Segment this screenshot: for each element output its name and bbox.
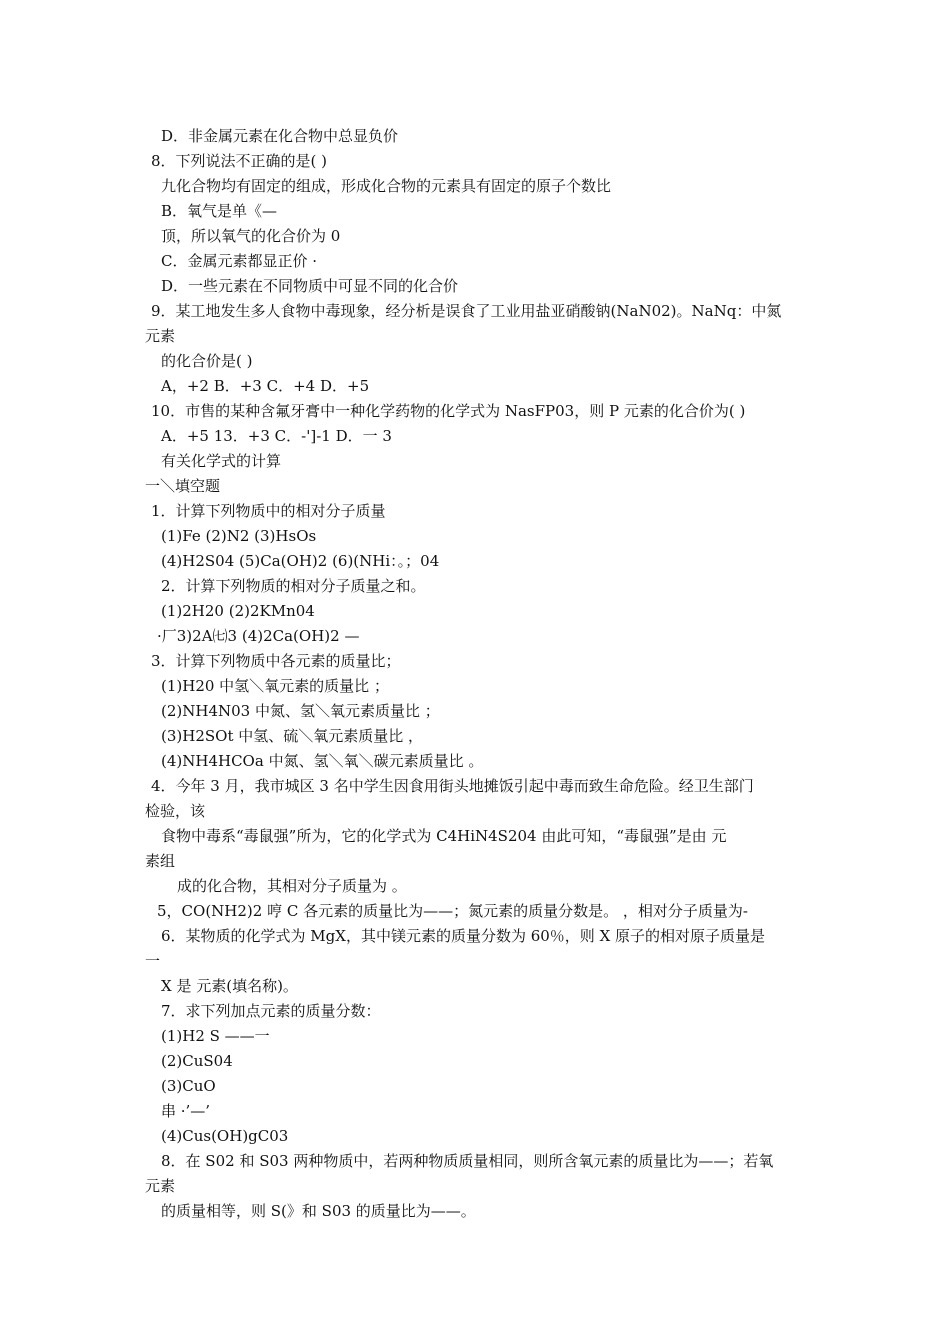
- question-3-item-line: (3)H2SOt 中氢、硫＼氧元素质量比 ，: [161, 727, 424, 745]
- option-b-continued-line: 顶，所以氧气的化合价为 0: [161, 227, 341, 245]
- question-4-line: 4．今年 3 月，我市城区 3 名中学生因食用街头地摊饭引起中毒而致生命危险。经卫生部门: [151, 777, 754, 795]
- question-2-items-line: (1)2H20 (2)2KMn04: [161, 602, 315, 620]
- question-4-continued-line: 成的化合物，其相对分子质量为 。: [177, 877, 407, 895]
- question-8-wrap-line: 元素: [145, 1177, 176, 1195]
- question-7-item-line: (2)CuS04: [161, 1052, 233, 1070]
- question-8-continued-line: 的质量相等，则 S(》和 S03 的质量比为——。: [161, 1202, 476, 1220]
- option-d-line: D．一些元素在不同物质中可显不同的化合价: [161, 277, 459, 295]
- question-3-item-line: (1)H20 中氢＼氧元素的质量比 ；: [161, 677, 389, 695]
- question-8-line: 8．下列说法不正确的是( ): [151, 152, 328, 170]
- question-5-line: 5，CO(NH2)2 哼 C 各元素的质量比为——；氮元素的质量分数是。 ，相对分子质量为-: [157, 902, 748, 920]
- subsection-heading: 一＼填空题: [145, 477, 221, 495]
- question-9-line: 9．某工地发生多人食物中毒现象，经分析是误食了工业用盐亚硝酸钠(NaN02)。NaNq：中氮: [151, 302, 782, 320]
- question-4-wrap-line: 素组: [145, 852, 176, 870]
- question-6-continued-line: X 是 元素(填名称)。: [161, 977, 298, 995]
- question-9-options-line: A，+2 B．+3 C．+4 D．+5: [161, 377, 370, 395]
- question-1-line: 1．计算下列物质中的相对分子质量: [151, 502, 386, 520]
- question-1-items-line: (1)Fe (2)N2 (3)HsOs: [161, 527, 317, 545]
- section-heading: 有关化学式的计算: [161, 452, 282, 470]
- question-1-items-line: (4)H2S04 (5)Ca(OH)2 (6)(NHi：。；04: [161, 552, 440, 570]
- question-7-item-line: (1)H2 S ——一: [161, 1027, 270, 1045]
- question-6-line: 6．某物质的化学式为 MgX，其中镁元素的质量分数为 60％，则 X 原子的相对原子质量是: [161, 927, 766, 945]
- question-8-line: 8．在 S02 和 S03 两种物质中，若两种物质质量相同，则所含氧元素的质量比为——；若氧: [161, 1152, 774, 1170]
- question-7-item-line: (3)CuO: [161, 1077, 216, 1095]
- option-a-line: 九化合物均有固定的组成，形成化合物的元素具有固定的原子个数比: [161, 177, 612, 195]
- question-4-continued-line: 食物中毒系“毒鼠强”所为，它的化学式为 C4HiN4S204 由此可知，“毒鼠强”是由 元: [161, 827, 727, 845]
- question-4-wrap-line: 检验，该: [145, 802, 206, 820]
- question-10-line: 10．市售的某种含氟牙膏中一种化学药物的化学式为 NasFP03，则 P 元素的化合价为( ): [151, 402, 746, 420]
- question-6-wrap-line: 一: [145, 952, 161, 970]
- option-b-line: B．氧气是单《—: [161, 202, 278, 220]
- question-3-item-line: (2)NH4N03 中氮、氢＼氧元素质量比 ；: [161, 702, 440, 720]
- question-7-line: 7．求下列加点元素的质量分数：: [161, 1002, 381, 1020]
- question-3-line: 3．计算下列物质中各元素的质量比；: [151, 652, 401, 670]
- question-7-item-line: (4)Cus(OH)gC03: [161, 1127, 289, 1145]
- question-9-wrap-line: 元素: [145, 327, 176, 345]
- option-c-line: C．金属元素都显正价 ·: [161, 252, 318, 270]
- question-2-line: 2．计算下列物质的相对分子质量之和。: [161, 577, 426, 595]
- question-2-items-line: ·厂3)2A㈦3 (4)2Ca(OH)2 —: [157, 627, 360, 645]
- option-d-line: D．非金属元素在化合物中总显负价: [161, 127, 399, 145]
- question-9-continued-line: 的化合价是( ): [161, 352, 253, 370]
- question-10-options-line: A．+5 13．+3 C．-']-1 D．一 3: [161, 427, 392, 445]
- question-3-item-line: (4)NH4HCOa 中氮、氢＼氧＼碳元素质量比 。: [161, 752, 484, 770]
- question-7-stray-line: 串 ·’—’: [161, 1102, 211, 1120]
